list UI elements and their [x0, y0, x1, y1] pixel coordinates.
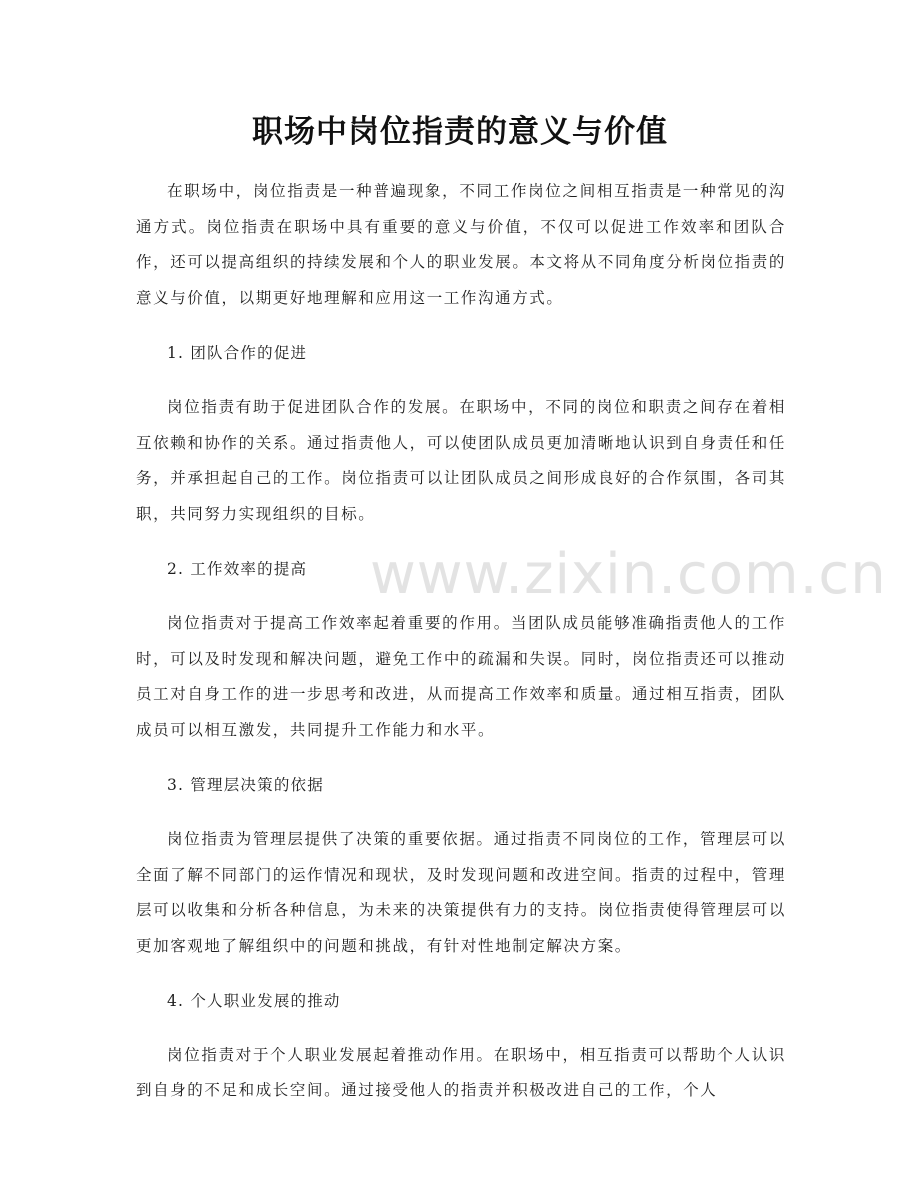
section-heading-2: 2. 工作效率的提高 [167, 560, 308, 579]
section-heading-4: 4. 个人职业发展的推动 [167, 992, 341, 1011]
spacer [136, 588, 786, 606]
document-body [136, 174, 786, 1109]
section-body-1: 岗位指责有助于促进团队合作的发展。在职场中，不同的岗位和职责之间存在着相互依赖和协作的关系。通过指责他人，可以使团队成员更加清晰地认识到自身责任和任务，并承担起自己的工作。岗位指责可以让团队成员之间形成良好的合作氛围，各司其职，共同努力实现组织的目标。 [136, 397, 786, 523]
spacer [136, 372, 786, 390]
spacer [136, 1020, 786, 1038]
section-body-2: 岗位指责对于提高工作效率起着重要的作用。当团队成员能够准确指责他人的工作时，可以及时发现和解决问题，避免工作中的疏漏和失误。同时，岗位指责还可以推动员工对自身工作的进一步思考和改进，从而提高工作效率和质量。通过相互指责，团队成员可以相互激发，共同提升工作能力和水平。 [136, 613, 786, 739]
intro-paragraph: 在职场中，岗位指责是一种普遍现象，不同工作岗位之间相互指责是一种常见的沟通方式。岗位指责在职场中具有重要的意义与价值，不仅可以促进工作效率和团队合作，还可以提高组织的持续发展和个人的职业发展。本文将从不同角度分析岗位指责的意义与价值，以期更好地理解和应用这一工作沟通方式。 [136, 182, 786, 307]
watermark: www.zixin.com.cn [370, 542, 887, 607]
spacer [136, 964, 786, 984]
spacer [136, 804, 786, 822]
document-title: 职场中岗位指责的意义与价值 [252, 114, 668, 150]
section-heading-1: 1. 团队合作的促进 [167, 344, 308, 363]
spacer [136, 316, 786, 336]
section-body-3: 岗位指责为管理层提供了决策的重要依据。通过指责不同岗位的工作，管理层可以全面了解不同部门的运作情况和现状，及时发现问题和改进空间。指责的过程中，管理层可以收集和分析各种信息，为未来的决策提供有力的支持。岗位指责使得管理层可以更加客观地了解组织中的问题和挑战，有针对性地制定解决方案。 [136, 829, 786, 955]
section-heading-3: 3. 管理层决策的依据 [167, 776, 324, 795]
spacer [136, 532, 786, 552]
spacer [136, 748, 786, 768]
section-body-4: 岗位指责对于个人职业发展起着推动作用。在职场中，相互指责可以帮助个人认识到自身的不足和成长空间。通过接受他人的指责并积极改进自己的工作，个人 [136, 1045, 786, 1100]
